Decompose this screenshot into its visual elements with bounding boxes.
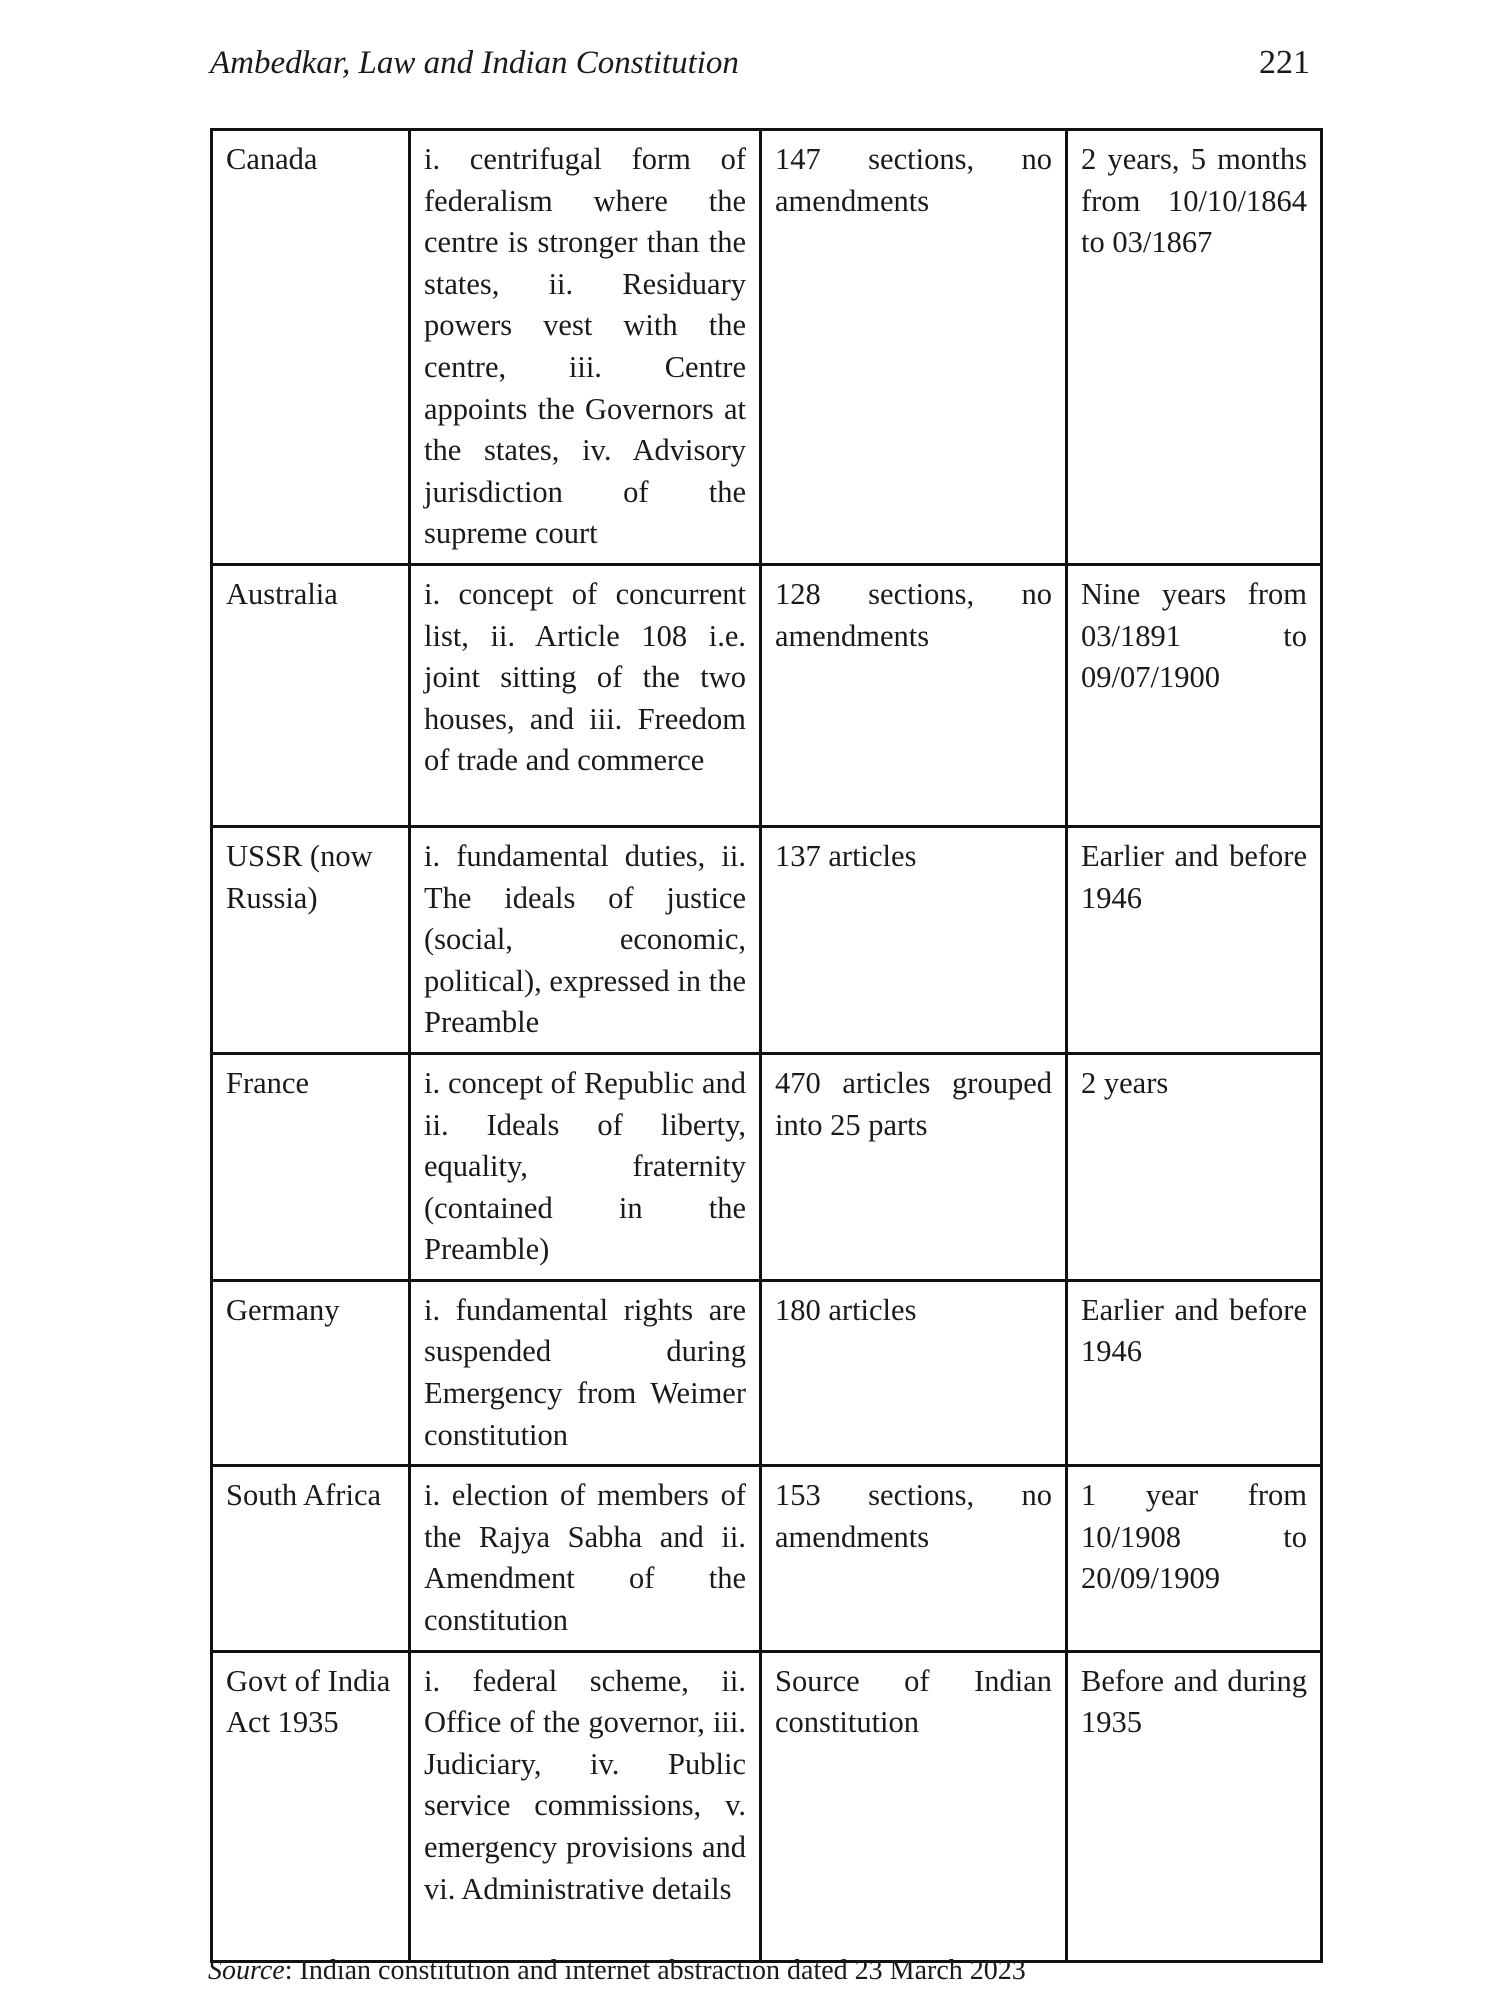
features-cell: i. concept of Republic and ii. Ideals of liberty, equality, fraternity (contained in the Preamble) [410,1053,761,1280]
duration-cell: Earlier and before 1946 [1067,1280,1322,1465]
duration-cell: Earlier and before 1946 [1067,826,1322,1053]
comparison-table-container [210,128,1320,1963]
table-row [212,1651,1322,1961]
country-cell: Govt of India Act 1935 [212,1651,410,1961]
country-cell: Australia [212,564,410,826]
running-title: Ambedkar, Law and Indian Constitution [210,45,739,81]
size-cell: 153 sections, no amendments [761,1466,1067,1651]
duration-cell: 2 years [1067,1053,1322,1280]
duration-cell: 2 years, 5 months from 10/10/1864 to 03/1867 [1067,130,1322,565]
size-cell: 137 articles [761,826,1067,1053]
table-row [212,564,1322,826]
table-row [212,1280,1322,1465]
source-text: : Indian constitution and internet abstraction dated 23 March 2023 [284,1955,1026,1986]
country-cell: France [212,1053,410,1280]
duration-cell: 1 year from 10/1908 to 20/09/1909 [1067,1466,1322,1651]
country-cell: USSR (now Russia) [212,826,410,1053]
country-cell: Canada [212,130,410,565]
table-row [212,1053,1322,1280]
source-label: Source [208,1955,285,1986]
source-note [208,1955,1026,1987]
features-cell: i. election of members of the Rajya Sabha and ii. Amendment of the constitution [410,1466,761,1651]
size-cell: 128 sections, no amendments [761,564,1067,826]
size-cell: 147 sections, no amendments [761,130,1067,565]
features-cell: i. federal scheme, ii. Office of the governor, iii. Judiciary, iv. Public service commissions, v. emergency provisions and vi. Administrative details [410,1651,761,1961]
duration-cell: Nine years from 03/1891 to 09/07/1900 [1067,564,1322,826]
page-number: 221 [1259,44,1310,81]
table-row [212,130,1322,565]
table-row [212,826,1322,1053]
size-cell: 470 articles grouped into 25 parts [761,1053,1067,1280]
table-row [212,1466,1322,1651]
features-cell: i. concept of concurrent list, ii. Article 108 i.e. joint sitting of the two houses, and iii. Freedom of trade and commerce [410,564,761,826]
size-cell: Source of Indian constitution [761,1651,1067,1961]
features-cell: i. fundamental duties, ii. The ideals of justice (social, economic, political), expressed in the Preamble [410,826,761,1053]
size-cell: 180 articles [761,1280,1067,1465]
country-cell: South Africa [212,1466,410,1651]
constitution-comparison-table [210,128,1323,1963]
duration-cell: Before and during 1935 [1067,1651,1322,1961]
features-cell: i. fundamental rights are suspended during Emergency from Weimer constitution [410,1280,761,1465]
country-cell: Germany [212,1280,410,1465]
running-head [210,44,1310,92]
features-cell: i. centrifugal form of federalism where the centre is stronger than the states, ii. Residuary powers vest with the centre, iii. Centre appoints the Governors at the states, iv. Advisory jurisdiction of the supreme court [410,130,761,565]
